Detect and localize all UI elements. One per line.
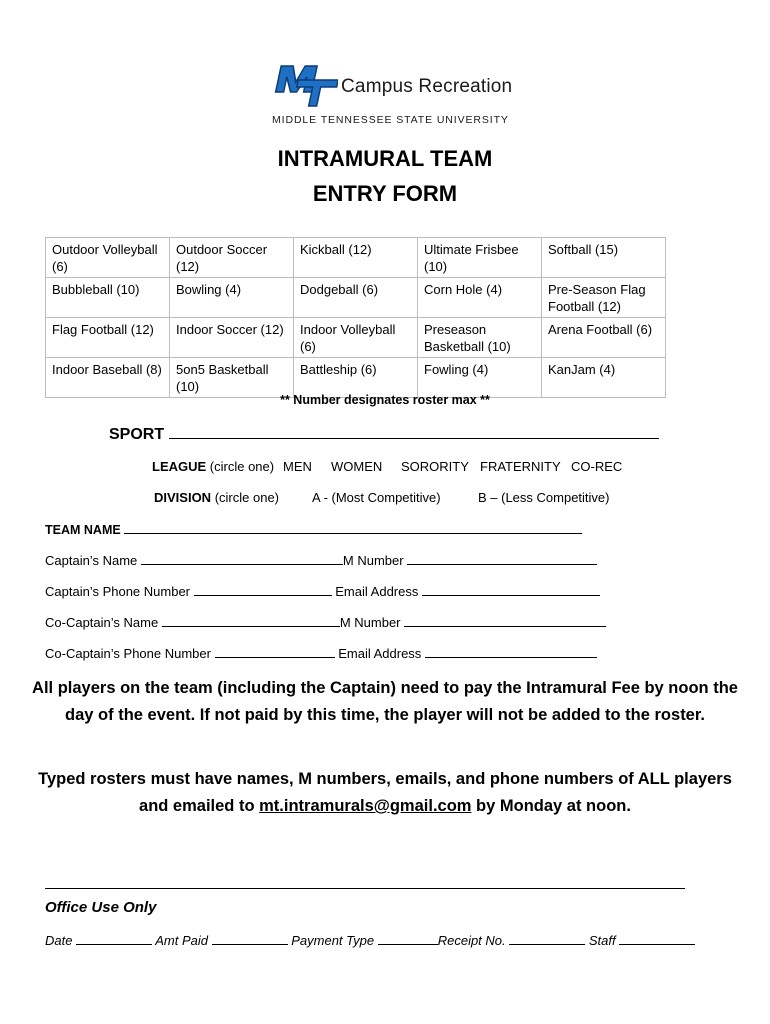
form-title-line2: ENTRY FORM [312, 181, 458, 206]
mt-logo-icon [268, 62, 338, 108]
captain-email-label: Email Address [335, 584, 419, 599]
sport-cell: Indoor Baseball (8) [46, 358, 170, 398]
logo-university-name: MIDDLE TENNESSEE STATE UNIVERSITY [272, 114, 509, 126]
captain-m-number-input-line[interactable] [407, 552, 597, 565]
sports-table [45, 237, 666, 398]
sport-input-line[interactable] [169, 424, 659, 439]
team-name-input-line[interactable] [124, 521, 582, 534]
office-fields-row [45, 932, 695, 948]
campus-rec-logo [268, 62, 513, 132]
sport-cell: Arena Football (6) [542, 318, 666, 358]
captain-name-label: Captain’s Name [45, 553, 138, 568]
sport-cell: Ultimate Frisbee (10) [418, 238, 542, 278]
sport-cell: Bowling (4) [170, 278, 294, 318]
sport-cell: Flag Football (12) [46, 318, 170, 358]
sport-cell: Outdoor Volleyball (6) [46, 238, 170, 278]
division-row [154, 490, 279, 505]
captain-name-row [45, 552, 597, 568]
office-staff-line[interactable] [619, 932, 695, 945]
league-option-men[interactable]: MEN [283, 459, 312, 474]
office-receipt-label: Receipt No. [437, 933, 506, 948]
form-title-line1: INTRAMURAL TEAM [277, 146, 493, 171]
office-amt-paid-line[interactable] [212, 932, 288, 945]
cocaptain-name-row [45, 614, 606, 630]
roster-notice [30, 766, 740, 820]
cocaptain-phone-label: Co-Captain’s Phone Number [45, 646, 211, 661]
captain-name-input-line[interactable] [141, 552, 343, 565]
office-use-title: Office Use Only [45, 899, 157, 916]
sports-table-row [46, 238, 666, 278]
intramurals-email-link[interactable]: mt.intramurals@gmail.com [259, 797, 472, 815]
captain-phone-label: Captain’s Phone Number [45, 584, 191, 599]
fee-notice: All players on the team (including the Captain) need to pay the Intramural Fee by noon the day of the event. If not paid by this time, the player will not be added to the roster. [32, 679, 738, 724]
team-name-row [45, 521, 582, 537]
office-payment-type-line[interactable] [378, 932, 438, 945]
office-divider [45, 888, 685, 889]
sport-label: SPORT [109, 426, 165, 443]
captain-email-input-line[interactable] [422, 583, 600, 596]
team-name-label: TEAM NAME [45, 523, 121, 537]
cocaptain-email-label: Email Address [338, 646, 422, 661]
sport-cell: Kickball (12) [294, 238, 418, 278]
league-option-fraternity[interactable]: FRATERNITY [480, 459, 561, 474]
office-date-label: Date [45, 933, 73, 948]
division-label: DIVISION [154, 490, 212, 505]
roster-max-note: ** Number designates roster max ** [280, 393, 490, 407]
cocaptain-name-label: Co-Captain’s Name [45, 615, 159, 630]
division-hint: (circle one) [214, 490, 279, 505]
sports-table-row [46, 358, 666, 398]
sport-cell: Bubbleball (10) [46, 278, 170, 318]
sport-cell: 5on5 Basketball (10) [170, 358, 294, 398]
league-option-women[interactable]: WOMEN [331, 459, 383, 474]
cocaptain-phone-input-line[interactable] [215, 645, 335, 658]
league-option-sorority[interactable]: SORORITY [401, 459, 469, 474]
sport-cell: Pre-Season Flag Football (12) [542, 278, 666, 318]
sport-cell: Indoor Soccer (12) [170, 318, 294, 358]
sport-cell: Battleship (6) [294, 358, 418, 398]
cocaptain-email-input-line[interactable] [425, 645, 597, 658]
cocaptain-m-number-input-line[interactable] [404, 614, 606, 627]
cocaptain-phone-row [45, 645, 597, 661]
roster-notice-deadline: by Monday at noon. [476, 797, 631, 815]
sport-cell: Outdoor Soccer (12) [170, 238, 294, 278]
cocaptain-m-number-label: M Number [339, 615, 401, 630]
captain-phone-input-line[interactable] [194, 583, 332, 596]
sport-row [109, 424, 659, 444]
sport-cell: Fowling (4) [418, 358, 542, 398]
league-label: LEAGUE [152, 459, 207, 474]
logo-campus-recreation: Campus Recreation [341, 76, 513, 97]
office-date-line[interactable] [76, 932, 152, 945]
division-option-b[interactable]: B – (Less Competitive) [478, 490, 610, 505]
sport-cell: Corn Hole (4) [418, 278, 542, 318]
cocaptain-name-input-line[interactable] [162, 614, 340, 627]
office-staff-label: Staff [588, 933, 616, 948]
roster-notice-text: Typed rosters must have names, M numbers, emails, and phone numbers of ALL players and emailed to [38, 770, 732, 815]
office-amt-paid-label: Amt Paid [155, 933, 208, 948]
sports-table-row [46, 278, 666, 318]
office-payment-type-label: Payment Type [291, 933, 375, 948]
sport-cell: Softball (15) [542, 238, 666, 278]
captain-phone-row [45, 583, 600, 599]
captain-m-number-label: M Number [342, 553, 404, 568]
sport-cell: Preseason Basketball (10) [418, 318, 542, 358]
league-hint: (circle one) [209, 459, 275, 474]
sport-cell: KanJam (4) [542, 358, 666, 398]
sports-table-row [46, 318, 666, 358]
sport-cell: Indoor Volleyball (6) [294, 318, 418, 358]
office-receipt-line[interactable] [509, 932, 585, 945]
league-option-corec[interactable]: CO-REC [571, 459, 623, 474]
league-row [152, 459, 274, 474]
sport-cell: Dodgeball (6) [294, 278, 418, 318]
division-option-a[interactable]: A - (Most Competitive) [312, 490, 441, 505]
